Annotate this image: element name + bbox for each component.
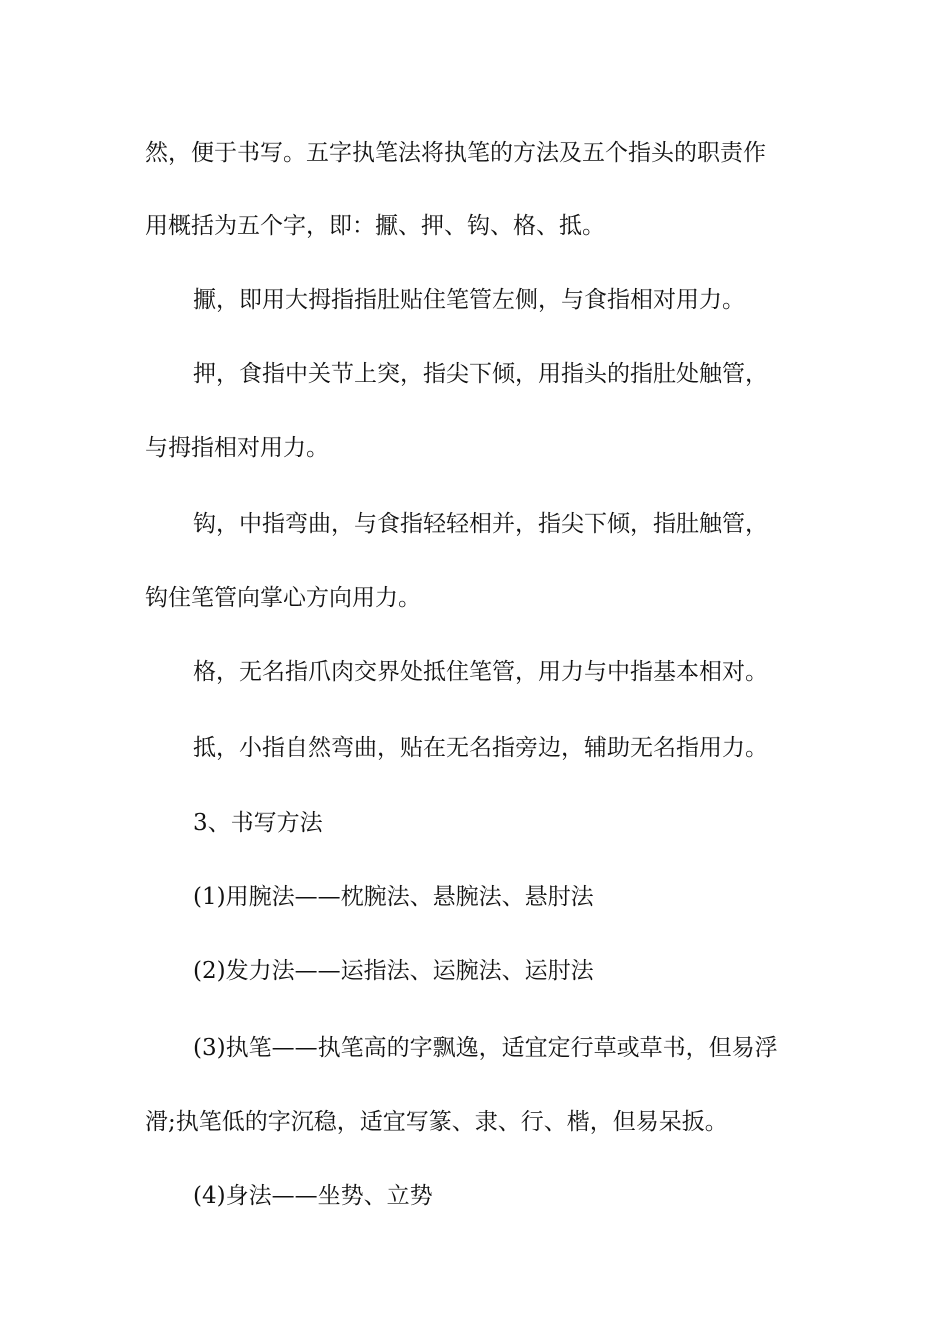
section-heading: 3、书写方法 (193, 810, 323, 836)
paragraph-gou-line-1: 钩，中指弯曲，与食指轻轻相并，指尖下倾，指肚触管， (193, 511, 768, 537)
paragraph-ya-line-1: 押，食指中关节上突，指尖下倾，用指头的指肚处触管， (193, 361, 768, 387)
paragraph-gou-line-2: 钩住笔管向掌心方向用力。 (145, 585, 421, 611)
paragraph-ge: 格，无名指爪肉交界处抵住笔管，用力与中指基本相对。 (193, 659, 768, 685)
paragraph-di: 抵，小指自然弯曲，贴在无名指旁边，辅助无名指用力。 (193, 735, 768, 761)
list-item-2: (2)发力法——运指法、运腕法、运肘法 (193, 958, 594, 984)
text-line-1: 然，便于书写。五字执笔法将执笔的方法及五个指头的职责作 (145, 140, 766, 166)
paragraph-ye: 擫，即用大拇指指肚贴住笔管左侧，与食指相对用力。 (193, 287, 745, 313)
paragraph-ya-line-2: 与拇指相对用力。 (145, 435, 329, 461)
list-item-3-line-2: 滑;执笔低的字沉稳，适宜写篆、隶、行、楷，但易呆扳。 (145, 1109, 728, 1135)
list-item-3-line-1: (3)执笔——执笔高的字飘逸，适宜定行草或草书，但易浮 (193, 1035, 778, 1061)
list-item-4: (4)身法——坐势、立势 (193, 1183, 433, 1209)
text-line-2: 用概括为五个字，即：擫、押、钩、格、抵。 (145, 213, 605, 239)
list-item-1: (1)用腕法——枕腕法、悬腕法、悬肘法 (193, 884, 594, 910)
